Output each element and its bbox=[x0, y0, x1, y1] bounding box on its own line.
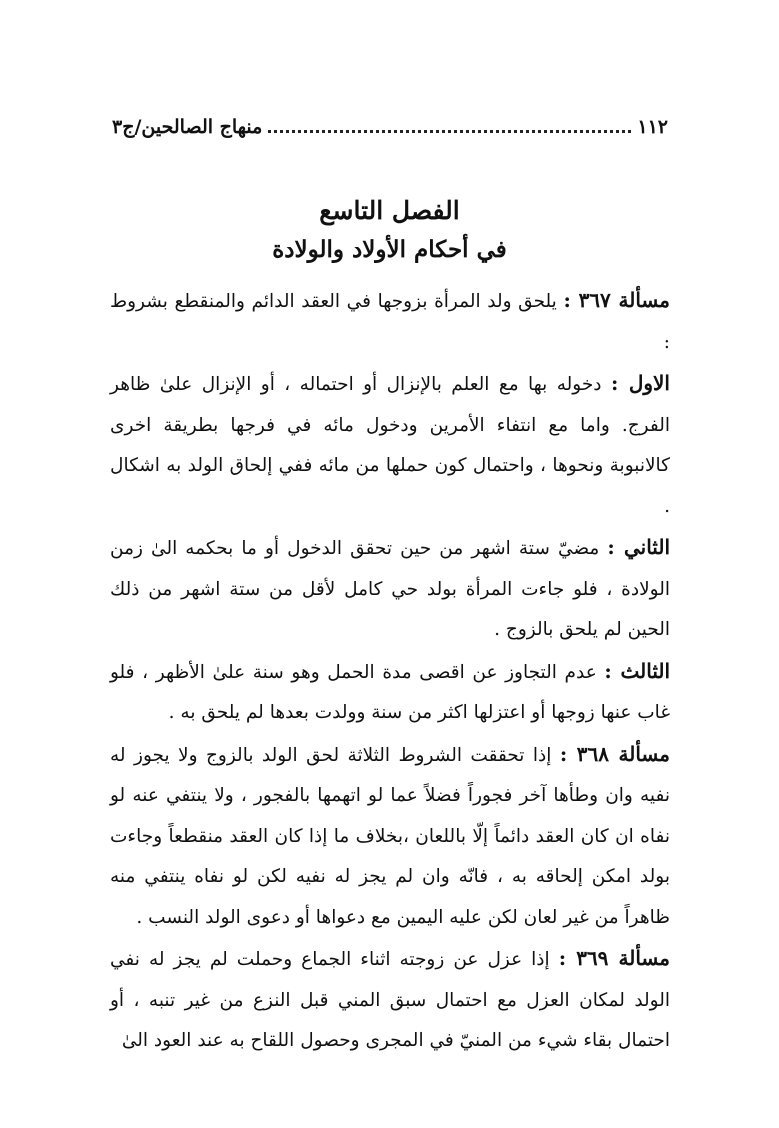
paragraph-text: إذا عزل عن زوجته اثناء الجماع وحملت لم يجز له نفي الولد لمكان العزل مع احتمال سبق المني قبل النزع من غير تنبه ، أو احتمال بقاء شيء من المنيّ في المجرى وحصول اللقاح به عند العود الىٰ bbox=[110, 949, 670, 1051]
dot-leader bbox=[268, 130, 631, 133]
paragraph-lead: مسألة ٣٦٧ : bbox=[563, 288, 670, 312]
paragraph-lead: الثاني : bbox=[607, 535, 670, 559]
paragraph-text: عدم التجاوز عن اقصى مدة الحمل وهو سنة علىٰ الأظهر ، فلو غاب عنها زوجها أو اعتزلها اكثر من سنة وولدت بعدها لم يلحق به . bbox=[110, 661, 670, 723]
paragraph-text: إذا تحققت الشروط الثلاثة لحق الولد بالزوج ولا يجوز له نفيه وان وطأها آخر فجوراً فضلاً عما لو اتهمها بالفجور ، ولا ينتفي عنه لو نفاه ان كان العقد دائماً إلّا باللعان ،بخلاف ما إذا كان العقد منقطعاً وجاءت بولد امكن إلحاقه به ، فانّه وان لم يجز له نفيه لكن لو نفاه ينتفي منه ظاهراً من غير لعان لكن عليه اليمين مع دعواها أو دعوى الولد النسب . bbox=[110, 744, 670, 928]
paragraph-masala-368 bbox=[110, 734, 670, 939]
chapter-subtitle: في أحكام الأولاد والولادة bbox=[272, 236, 507, 263]
paragraph-lead: الثالث : bbox=[604, 658, 671, 683]
paragraph-text: دخوله بها مع العلم بالإنزال أو احتماله ، أو الإنزال علىٰ ظاهر الفرج. واما مع انتفاء الأمرين ودخول مائه في فرجها بطريقة اخرى كالانبوبة ونحوها ، واحتمال كون حملها من مائه ففي إلحاق الولد به اشكال . bbox=[110, 374, 670, 517]
running-header bbox=[112, 110, 668, 144]
paragraph-lead: مسألة ٣٦٩ : bbox=[558, 946, 670, 970]
paragraph-lead: الاول : bbox=[610, 371, 670, 395]
paragraph-condition-second bbox=[110, 527, 670, 651]
book-title: منهاج الصالحين/ج٣ bbox=[112, 116, 263, 138]
paragraph-condition-first bbox=[110, 363, 670, 527]
paragraph-lead: مسألة ٣٦٨ : bbox=[559, 741, 670, 766]
chapter-title: الفصل التاسع bbox=[319, 196, 460, 225]
page-number: ١١٢ bbox=[637, 116, 668, 138]
paragraph-text: مضيّ ستة اشهر من حين تحقق الدخول أو ما بحكمه الىٰ زمن الولادة ، فلو جاءت المرأة بولد حي كامل لأقل من ستة اشهر من ذلك الحين لم يلحق بالزوج . bbox=[110, 538, 670, 640]
paragraph-text: يلحق ولد المرأة بزوجها في العقد الدائم والمنقطع بشروط : bbox=[110, 291, 670, 353]
paragraph-masala-369 bbox=[110, 938, 670, 1062]
paragraph-condition-third bbox=[110, 651, 670, 734]
body-text bbox=[110, 280, 670, 1062]
paragraph-masala-367 bbox=[110, 280, 670, 363]
